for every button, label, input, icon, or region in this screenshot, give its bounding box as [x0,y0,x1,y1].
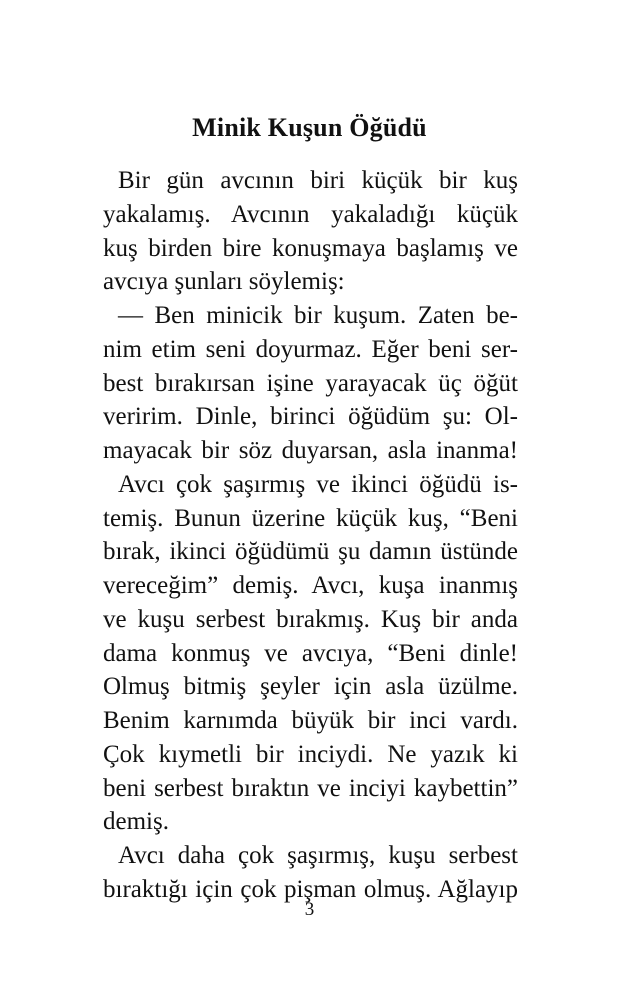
story-title: Minik Kuşun Öğüdü [192,113,427,142]
text-line: best bırakırsan işine yarayacak üç öğüt [103,369,518,397]
text-line: bıraktığı için çok pişman olmuş. Ağlayıp [103,875,518,903]
text-line: — Ben minicik bir kuşum. Zaten be- [118,302,518,329]
page-number: 3 [304,899,315,920]
text-line: Olmuş bitmiş şeyler için asla üzülme. [103,673,518,701]
text-line: nim etim seni doyurmaz. Eğer beni ser- [103,335,518,363]
text-line: avcıya şunları söylemiş: [103,268,345,296]
text-line: beni serbest bıraktın ve inciyi kaybettin” [103,774,518,802]
text-line: Avcı daha çok şaşırmış, kuşu serbest [118,842,518,869]
text-line: temiş. Bunun üzerine küçük kuş, “Beni [103,504,518,532]
text-line: vereceğim” demiş. Avcı, kuşa inanmış [103,572,518,599]
story-body [103,164,518,907]
text-line: Çok kıymetli bir inciydi. Ne yazık ki [103,740,518,768]
text-line: Avcı çok şaşırmış ve ikinci öğüdü is- [118,470,518,498]
text-line: kuş birden bire konuşmaya başlamış ve [103,234,518,262]
text-line: bırak, ikinci öğüdümü şu damın üstünde [103,538,518,566]
text-line: Bir gün avcının biri küçük bir kuş [118,167,518,194]
text-line: veririm. Dinle, birinci öğüdüm şu: Ol- [103,403,518,431]
text-line: ve kuşu serbest bırakmış. Kuş bir anda [103,605,518,633]
text-line: yakalamış. Avcının yakaladığı küçük [103,200,518,228]
text-line: Benim karnımda büyük bir inci vardı. [103,707,518,734]
text-line: mayacak bir söz duyarsan, asla inanma! [103,437,518,464]
text-line: dama konmuş ve avcıya, “Beni dinle! [103,639,518,667]
text-line: demiş. [103,808,169,836]
